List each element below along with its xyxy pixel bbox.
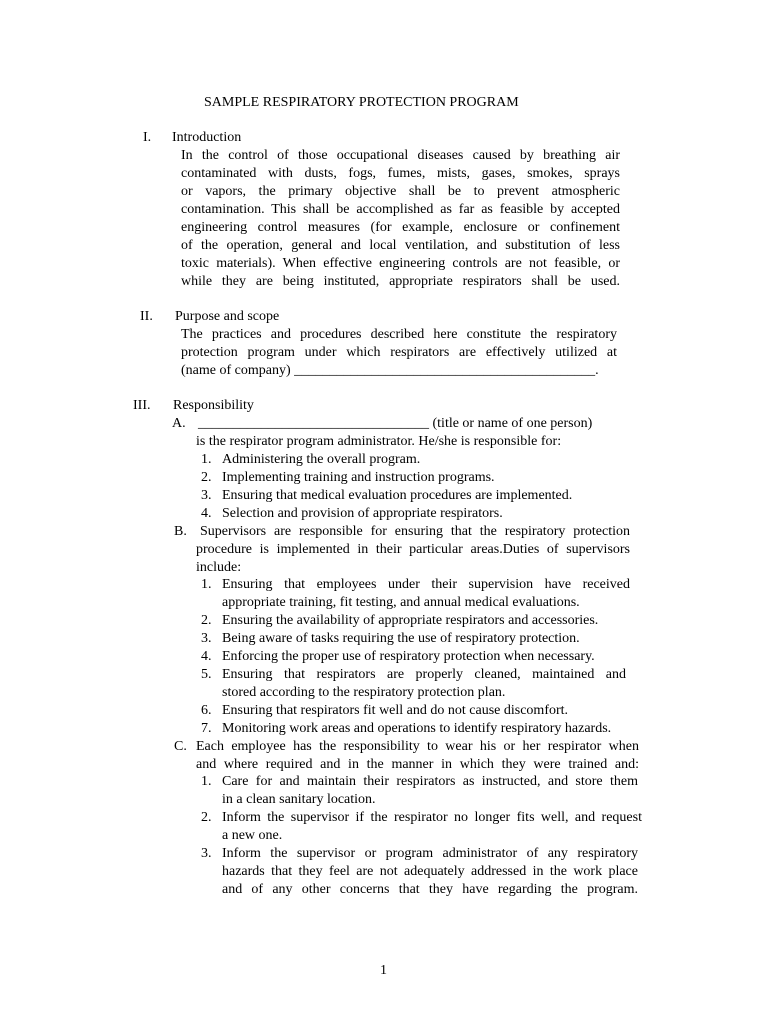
subsection-body [196, 756, 639, 774]
page-number: 1 [380, 963, 387, 978]
body-line: and of any other concerns that they have regarding the program. [222, 882, 638, 897]
list-item [222, 666, 626, 684]
list-item: Monitoring work areas and operations to identify respiratory hazards. [222, 721, 612, 736]
body-line: The practices and procedures described here constitute the respiratory [181, 327, 617, 342]
body-line: while they are being instituted, appropriate respirators shall be used. [181, 274, 620, 289]
body-line: or vapors, the primary objective shall be to prevent atmospheric [181, 184, 620, 199]
list-item: Administering the overall program. [222, 452, 421, 467]
body-line: Ensuring that respirators are properly cleaned, maintained and [222, 667, 626, 682]
list-number: 1. [201, 577, 212, 592]
section-body [181, 147, 620, 291]
body-line: Ensuring that employees under their supervision have received [222, 577, 630, 592]
list-item [222, 576, 630, 594]
company-name-blank: (name of company) ___________________________________________. [181, 363, 599, 378]
section-heading: Responsibility [173, 398, 254, 413]
list-item-cont: stored according to the respiratory protection plan. [222, 685, 506, 700]
administrator-blank: _________________________________ (title or name of one person) [198, 416, 593, 431]
list-number: 2. [201, 613, 212, 628]
list-item-cont: a new one. [222, 828, 283, 843]
section-numeral: II. [140, 309, 153, 324]
body-line: of the operation, general and local ventilation, and substitution of less [181, 238, 620, 253]
subsection-body [196, 738, 639, 756]
list-item: Being aware of tasks requiring the use of respiratory protection. [222, 631, 580, 646]
body-line: toxic materials). When effective engineering controls are not feasible, or [181, 256, 620, 271]
list-item-cont: appropriate training, fit testing, and annual medical evaluations. [222, 595, 580, 610]
document-title: SAMPLE RESPIRATORY PROTECTION PROGRAM [204, 95, 519, 110]
list-number: 2. [201, 470, 212, 485]
subsection-label: C. [174, 739, 187, 754]
body-line: protection program under which respirators are effectively utilized at [181, 345, 617, 360]
body-line: hazards that they feel are not adequately addressed in the work place [222, 864, 638, 879]
list-number: 3. [201, 488, 212, 503]
section-body [181, 326, 617, 362]
body-line: procedure is implemented in their particular areas.Duties of supervisors [196, 542, 630, 557]
body-line: In the control of those occupational diseases caused by breathing air [181, 148, 620, 163]
subsection-intro: is the respirator program administrator. He/she is responsible for: [196, 434, 562, 449]
section-heading: Introduction [172, 130, 242, 145]
list-item [222, 845, 638, 899]
list-number: 3. [201, 846, 212, 861]
list-number: 7. [201, 721, 212, 736]
body-line: include: [196, 560, 242, 575]
section-numeral: I. [143, 130, 152, 145]
body-line: and where required and in the manner in which they were trained and: [196, 757, 639, 772]
body-line: contaminated with dusts, fogs, fumes, mists, gases, smokes, sprays [181, 166, 620, 181]
subsection-label: B. [174, 524, 187, 539]
list-number: 1. [201, 452, 212, 467]
list-number: 5. [201, 667, 212, 682]
list-number: 2. [201, 810, 212, 825]
list-item-cont: in a clean sanitary location. [222, 792, 376, 807]
list-item: Implementing training and instruction programs. [222, 470, 495, 485]
subsection-label: A. [172, 416, 186, 431]
body-line: contamination. This shall be accomplished as far as feasible by accepted [181, 202, 620, 217]
body-line: Care for and maintain their respirators as instructed, and store them [222, 774, 638, 789]
section-numeral: III. [133, 398, 151, 413]
list-number: 6. [201, 703, 212, 718]
section-heading: Purpose and scope [175, 309, 280, 324]
body-line: Each employee has the responsibility to wear his or her respirator when [196, 739, 639, 754]
list-item: Enforcing the proper use of respiratory protection when necessary. [222, 649, 595, 664]
list-number: 1. [201, 774, 212, 789]
list-item [222, 809, 642, 827]
list-item: Ensuring that respirators fit well and do not cause discomfort. [222, 703, 569, 718]
list-number: 3. [201, 631, 212, 646]
body-line: Supervisors are responsible for ensuring that the respiratory protection [200, 524, 630, 539]
body-line: Inform the supervisor if the respirator no longer fits well, and request [222, 810, 642, 825]
subsection-body [200, 523, 630, 541]
list-item: Selection and provision of appropriate respirators. [222, 506, 503, 521]
list-item: Ensuring the availability of appropriate respirators and accessories. [222, 613, 599, 628]
list-number: 4. [201, 649, 212, 664]
body-line: Inform the supervisor or program administrator of any respiratory [222, 846, 638, 861]
subsection-body [196, 541, 630, 559]
body-line: engineering control measures (for example, enclosure or confinement [181, 220, 620, 235]
list-number: 4. [201, 506, 212, 521]
list-item: Ensuring that medical evaluation procedures are implemented. [222, 488, 573, 503]
list-item [222, 773, 638, 791]
